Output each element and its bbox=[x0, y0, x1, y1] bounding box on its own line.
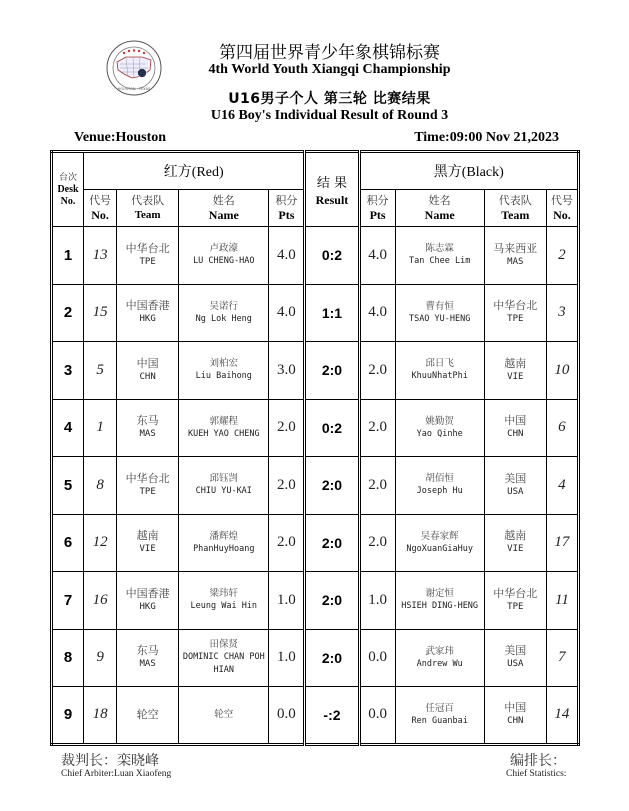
red-team-cn: 中国 bbox=[136, 356, 159, 370]
desk-header-cn: 台次 bbox=[59, 172, 78, 183]
red-team-en: HKG bbox=[139, 314, 156, 325]
black-team-en: USA bbox=[507, 486, 524, 497]
red-team bbox=[117, 284, 179, 342]
red-team bbox=[117, 572, 179, 630]
black-team-cn: 中国 bbox=[504, 701, 527, 715]
red-team bbox=[117, 629, 179, 687]
black-points: 2.0 bbox=[359, 342, 395, 400]
red-name bbox=[179, 399, 269, 457]
red-player-no: 12 bbox=[84, 514, 117, 572]
time: Time:09:00 Nov 21,2023 bbox=[414, 130, 559, 145]
black-name bbox=[395, 227, 484, 285]
red-team-cn: 中华台北 bbox=[125, 471, 170, 485]
subtitle-chinese: U16男子个人 第三轮 比赛结果 bbox=[228, 91, 431, 107]
black-team-en: VIE bbox=[507, 371, 524, 382]
black-player-no: 4 bbox=[546, 457, 578, 515]
black-points: 0.0 bbox=[359, 629, 395, 687]
black-player-no: 14 bbox=[546, 687, 578, 745]
black-team bbox=[484, 687, 546, 745]
result: 2:0 bbox=[305, 457, 359, 515]
red-name-en: CHIU YU-KAI bbox=[195, 486, 252, 497]
red-name bbox=[179, 342, 269, 400]
black-name-en: KhuuNhatPhi bbox=[411, 371, 468, 382]
red-name bbox=[179, 629, 269, 687]
header-en: No. bbox=[91, 208, 109, 222]
black-name bbox=[395, 457, 484, 515]
black-team bbox=[484, 457, 546, 515]
black-team-cn: 越南 bbox=[504, 529, 527, 543]
header-cn: 积分 bbox=[366, 194, 389, 207]
red-team-en: MAS bbox=[139, 659, 156, 670]
black-team-en: TPE bbox=[507, 314, 524, 325]
header-en: Pts bbox=[369, 208, 386, 222]
red-points: 1.0 bbox=[269, 572, 305, 630]
red-points: 4.0 bbox=[269, 284, 305, 342]
black-team-cn: 越南 bbox=[504, 356, 527, 370]
red-team-en: MAS bbox=[139, 429, 156, 440]
black-points: 4.0 bbox=[359, 227, 395, 285]
result: 2:0 bbox=[305, 514, 359, 572]
header-en: Pts bbox=[278, 208, 295, 222]
black-name-cn: 姚勤贺 bbox=[425, 415, 454, 427]
black-side-header: 黑方(Black) bbox=[359, 152, 578, 190]
red-points: 2.0 bbox=[269, 514, 305, 572]
desk-header-en: Desk bbox=[57, 183, 79, 195]
red-team-cn: 东马 bbox=[136, 414, 159, 428]
black-player-no: 11 bbox=[546, 572, 578, 630]
black-name-cn: 胡佰恒 bbox=[425, 473, 454, 485]
black-points: 0.0 bbox=[359, 687, 395, 745]
venue: Venue:Houston bbox=[74, 130, 167, 145]
black-name-en: Tan Chee Lim bbox=[408, 256, 471, 267]
table-row bbox=[52, 572, 579, 630]
header-en: Team bbox=[501, 208, 530, 222]
black-player-no: 17 bbox=[546, 514, 578, 572]
red-points: 4.0 bbox=[269, 227, 305, 285]
black-name-cn: 陈志霖 bbox=[425, 243, 454, 255]
black-team-cn: 中国 bbox=[504, 414, 527, 428]
result: 0:2 bbox=[305, 399, 359, 457]
black-player-no: 10 bbox=[546, 342, 578, 400]
red-name-en: Leung Wai Hin bbox=[190, 601, 258, 612]
title-chinese: 第四届世界青少年象棋锦标赛 bbox=[219, 43, 440, 63]
desk-number: 3 bbox=[52, 342, 84, 400]
red-player-no: 5 bbox=[84, 342, 117, 400]
header-cn: 姓名 bbox=[212, 194, 235, 207]
black-name-en: TSAO YU-HENG bbox=[408, 313, 471, 324]
black-name bbox=[395, 342, 484, 400]
red-player-no: 15 bbox=[84, 284, 117, 342]
desk-number: 7 bbox=[52, 572, 84, 630]
black-name-en: Yao Qinhe bbox=[416, 428, 463, 439]
svg-text:HOUSTON · TEXAS: HOUSTON · TEXAS bbox=[117, 87, 151, 91]
table-row bbox=[52, 399, 579, 457]
header-cn: 积分 bbox=[275, 194, 298, 207]
black-team bbox=[484, 342, 546, 400]
black-player-no: 3 bbox=[546, 284, 578, 342]
red-team-en: TPE bbox=[139, 486, 156, 497]
red-name-cn: 邱钰剀 bbox=[209, 473, 239, 485]
black-team bbox=[484, 514, 546, 572]
black-name-en: Ren Guanbai bbox=[411, 715, 468, 726]
table-row bbox=[52, 227, 579, 285]
chief-arbiter-cn: 裁判长：栾晓峰 bbox=[61, 753, 159, 769]
red-team-cn: 中国香港 bbox=[125, 299, 170, 313]
black-points: 1.0 bbox=[359, 572, 395, 630]
header-en: No. bbox=[553, 208, 571, 222]
table-row bbox=[52, 284, 579, 342]
red-pts-header bbox=[269, 190, 305, 227]
desk-number: 4 bbox=[52, 399, 84, 457]
black-name-en: HSIEH DING-HENG bbox=[401, 601, 479, 612]
result: -:2 bbox=[305, 687, 359, 745]
red-name bbox=[179, 457, 269, 515]
black-name-cn: 武家玮 bbox=[425, 645, 454, 657]
desk-number: 2 bbox=[52, 284, 84, 342]
black-team-en: TPE bbox=[507, 601, 524, 612]
red-name-cn: 郭耀程 bbox=[209, 415, 239, 427]
black-name-cn: 曹有恒 bbox=[425, 300, 454, 312]
red-name-en: DOMINIC CHAN POH HIAN bbox=[182, 652, 265, 676]
red-points: 2.0 bbox=[269, 457, 305, 515]
red-name bbox=[179, 514, 269, 572]
result: 2:0 bbox=[305, 342, 359, 400]
black-name bbox=[395, 629, 484, 687]
black-name-cn: 任冠百 bbox=[425, 702, 454, 714]
result-header-cn: 结 果 bbox=[316, 176, 348, 191]
red-team-cn: 中国香港 bbox=[125, 586, 170, 600]
black-name bbox=[395, 572, 484, 630]
red-player-no: 9 bbox=[84, 629, 117, 687]
red-name-en: Liu Baihong bbox=[195, 371, 252, 382]
red-player-no: 8 bbox=[84, 457, 117, 515]
black-pts-header bbox=[359, 190, 395, 227]
black-team-en: MAS bbox=[507, 256, 524, 267]
desk-number: 1 bbox=[52, 227, 84, 285]
header-cn: 代表队 bbox=[498, 194, 532, 207]
black-player-no: 7 bbox=[546, 629, 578, 687]
header-en: Team bbox=[134, 209, 161, 221]
red-team-header bbox=[117, 190, 179, 227]
red-team bbox=[117, 342, 179, 400]
result-header-en: Result bbox=[315, 193, 349, 207]
header-en: Name bbox=[424, 208, 455, 222]
red-player-no: 13 bbox=[84, 227, 117, 285]
black-team bbox=[484, 284, 546, 342]
desk-header-no: No. bbox=[60, 195, 76, 207]
black-name bbox=[395, 514, 484, 572]
red-team-cn: 越南 bbox=[136, 529, 159, 543]
header-cn: 代号 bbox=[550, 194, 573, 207]
red-player-no: 18 bbox=[84, 687, 117, 745]
result: 2:0 bbox=[305, 629, 359, 687]
table-row bbox=[52, 514, 579, 572]
black-points: 2.0 bbox=[359, 514, 395, 572]
red-points: 2.0 bbox=[269, 399, 305, 457]
black-name-cn: 吴春家辉 bbox=[420, 530, 459, 542]
black-points: 2.0 bbox=[359, 457, 395, 515]
desk-header bbox=[52, 152, 84, 227]
black-team-cn: 马来西亚 bbox=[493, 241, 538, 255]
black-name bbox=[395, 687, 484, 745]
table-row bbox=[52, 629, 579, 687]
header-cn: 代号 bbox=[89, 194, 112, 207]
red-name-cn: 吴诺行 bbox=[209, 300, 239, 312]
black-team bbox=[484, 399, 546, 457]
red-player-no: 16 bbox=[84, 572, 117, 630]
header-cn: 代表队 bbox=[131, 194, 165, 207]
black-name-en: NgoXuanGiaHuy bbox=[406, 543, 473, 554]
black-team-cn: 美国 bbox=[504, 644, 527, 658]
red-team-cn: 东马 bbox=[136, 644, 159, 658]
table-row bbox=[52, 457, 579, 515]
red-name-cn: 卢政濠 bbox=[209, 243, 239, 255]
red-team-en: VIE bbox=[139, 544, 156, 555]
desk-number: 5 bbox=[52, 457, 84, 515]
red-team bbox=[117, 457, 179, 515]
red-points: 1.0 bbox=[269, 629, 305, 687]
chief-arbiter-en: Chief Arbiter:Luan Xiaofeng bbox=[61, 769, 172, 779]
red-name-en: LU CHENG-HAO bbox=[193, 256, 255, 267]
red-team-en: CHN bbox=[139, 371, 156, 382]
red-name bbox=[179, 227, 269, 285]
red-points: 3.0 bbox=[269, 342, 305, 400]
red-team-en: HKG bbox=[139, 601, 156, 612]
red-team bbox=[117, 514, 179, 572]
red-name-en: KUEH YAO CHENG bbox=[187, 428, 260, 439]
red-team-en: TPE bbox=[139, 256, 156, 267]
black-team bbox=[484, 227, 546, 285]
chief-statistics-en: Chief Statistics: bbox=[506, 769, 567, 779]
red-no-header bbox=[84, 190, 117, 227]
red-name-cn: 田保贤 bbox=[209, 639, 239, 651]
header-cn: 姓名 bbox=[428, 194, 451, 207]
black-player-no: 2 bbox=[546, 227, 578, 285]
title-english: 4th World Youth Xiangqi Championship bbox=[208, 62, 451, 77]
black-name bbox=[395, 284, 484, 342]
red-name-cn: 潘辉煌 bbox=[209, 530, 239, 542]
red-team bbox=[117, 687, 179, 745]
black-team-header bbox=[484, 190, 546, 227]
red-side-header: 红方(Red) bbox=[84, 152, 305, 190]
result: 2:0 bbox=[305, 572, 359, 630]
desk-number: 6 bbox=[52, 514, 84, 572]
red-name-cn: 轮空 bbox=[214, 709, 234, 721]
red-team-cn: 中华台北 bbox=[125, 241, 170, 255]
desk-number: 8 bbox=[52, 629, 84, 687]
result: 1:1 bbox=[305, 284, 359, 342]
black-team bbox=[484, 629, 546, 687]
black-team-cn: 中华台北 bbox=[493, 586, 538, 600]
black-name-header bbox=[395, 190, 484, 227]
black-team-cn: 中华台北 bbox=[493, 299, 538, 313]
table-row bbox=[52, 342, 579, 400]
red-team-cn: 轮空 bbox=[136, 707, 159, 721]
red-team bbox=[117, 227, 179, 285]
black-player-no: 6 bbox=[546, 399, 578, 457]
black-name-cn: 邱日飞 bbox=[425, 358, 454, 370]
red-name bbox=[179, 687, 269, 745]
black-name bbox=[395, 399, 484, 457]
result-header bbox=[305, 152, 359, 227]
red-points: 0.0 bbox=[269, 687, 305, 745]
results-table bbox=[50, 150, 580, 746]
red-name-en: PhanHuyHoang bbox=[193, 543, 255, 554]
black-no-header bbox=[546, 190, 578, 227]
black-team-en: USA bbox=[507, 659, 524, 670]
black-team-en: VIE bbox=[507, 544, 524, 555]
red-name bbox=[179, 284, 269, 342]
red-name-cn: 刘柏宏 bbox=[209, 358, 239, 370]
black-name-cn: 谢定恒 bbox=[425, 588, 454, 600]
red-name-header bbox=[179, 190, 269, 227]
black-name-en: Andrew Wu bbox=[416, 658, 463, 669]
red-name bbox=[179, 572, 269, 630]
black-team-cn: 美国 bbox=[504, 471, 527, 485]
black-points: 2.0 bbox=[359, 399, 395, 457]
black-team-en: CHN bbox=[507, 716, 524, 727]
red-team bbox=[117, 399, 179, 457]
black-team-en: CHN bbox=[507, 429, 524, 440]
desk-number: 9 bbox=[52, 687, 84, 745]
subtitle-english: U16 Boy's Individual Result of Round 3 bbox=[210, 108, 449, 123]
black-team bbox=[484, 572, 546, 630]
red-player-no: 1 bbox=[84, 399, 117, 457]
header-en: Name bbox=[208, 208, 239, 222]
red-name-en: Ng Lok Heng bbox=[195, 313, 252, 324]
chief-statistics-cn: 编排长： bbox=[510, 753, 566, 769]
red-name-cn: 梁玮轩 bbox=[209, 588, 239, 600]
result: 0:2 bbox=[305, 227, 359, 285]
table-row bbox=[52, 687, 579, 745]
black-name-en: Joseph Hu bbox=[416, 486, 463, 497]
black-points: 4.0 bbox=[359, 284, 395, 342]
